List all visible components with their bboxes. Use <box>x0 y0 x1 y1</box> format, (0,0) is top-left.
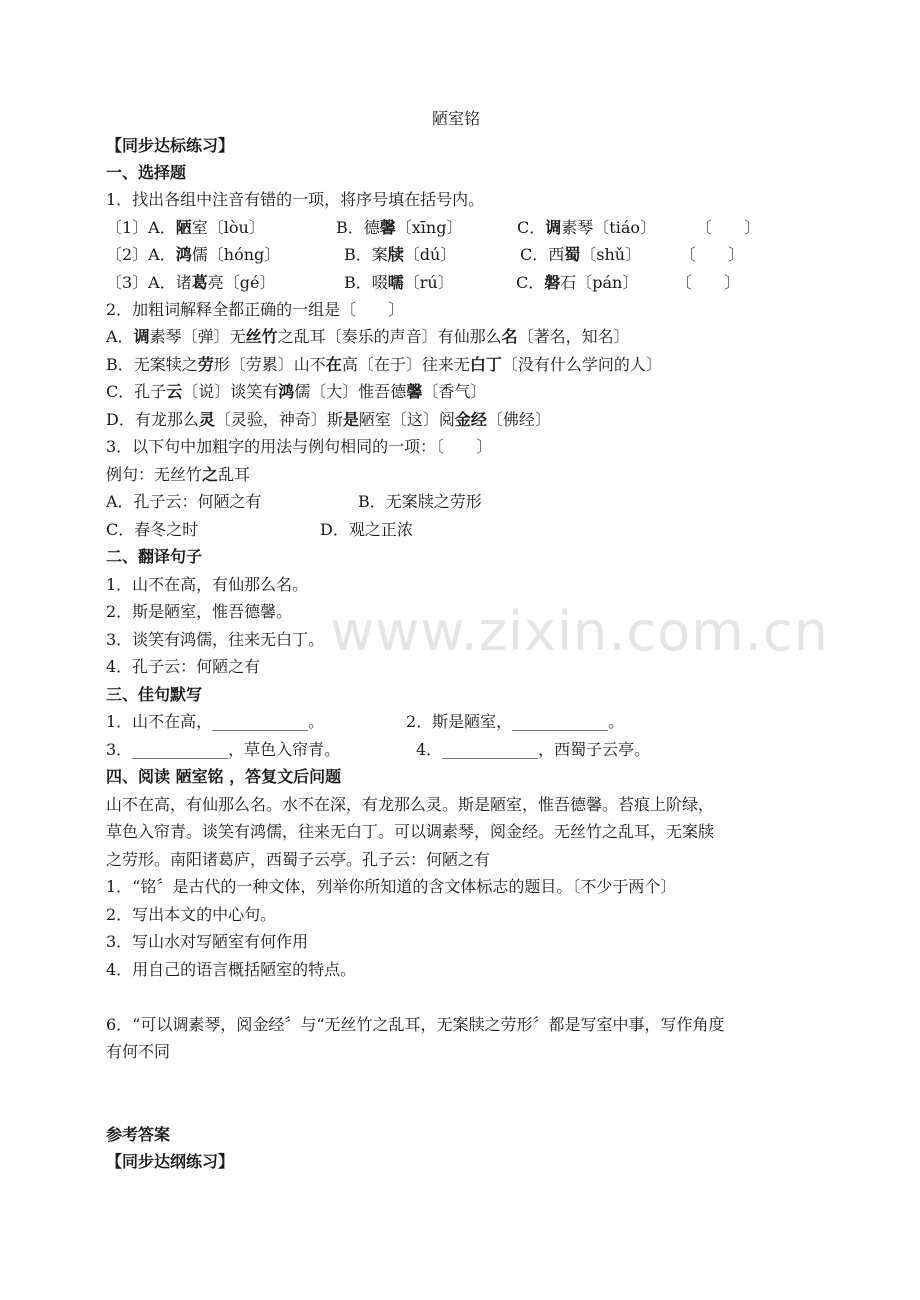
translate-item-1: 1．山不在高，有仙那么名。 <box>106 575 309 594</box>
dictation-row-1 <box>106 711 818 733</box>
translate-item-3: 3．谈笑有鸿儒，往来无白丁。 <box>106 630 325 649</box>
question-1-stem: 1．找出各组中注音有错的一项，将序号填在括号内。 <box>106 190 485 209</box>
reading-question-1: 1．“铭〞是古代的一种文体，列举你所知道的含文体标志的题目。〔不少于两个〕 <box>106 877 677 896</box>
part-heading-reading: 四、阅读 陋室铭 ，答复文后问题 <box>106 767 342 786</box>
question-2-stem: 2．加粗词解释全都正确的一组是〔 〕 <box>106 300 405 319</box>
translate-item-2: 2．斯是陋室，惟吾德馨。 <box>106 602 293 621</box>
section-heading-practice: 【同步达标练习】 <box>106 136 235 155</box>
dictation-item-4: 4．____________，西蜀子云亭。 <box>416 740 651 759</box>
question-2-option-d: D．有龙那么灵〔灵验，神奇〕斯是陋室〔这〕阅金经〔佛经〕 <box>106 410 551 429</box>
dictation-item-1: 1．山不在高，____________。 <box>106 712 325 731</box>
page-title: 陋室铭 <box>432 109 481 128</box>
site-watermark: www.zixin.com.cn <box>330 600 829 663</box>
reading-question-3: 3．写山水对写陋室有何作用 <box>106 932 309 951</box>
answers-heading: 参考答案 <box>106 1125 171 1144</box>
reading-question-2: 2．写出本文的中心句。 <box>106 905 277 924</box>
question-3-option-c: C．春冬之时 <box>106 520 199 539</box>
dictation-row-2 <box>106 739 818 761</box>
question-2-option-b: B．无案犊之劳形〔劳累〕山不在高〔在于〕往来无白丁〔没有什么学问的人〕 <box>106 355 662 374</box>
translate-item-4: 4．孔子云：何陋之有 <box>106 657 261 676</box>
question-1-row-3: 〔3〕A．诸葛亮〔gé〕 B．啜嚅〔rú〕 C．磐石〔pán〕 〔 〕 <box>106 273 741 292</box>
passage-line-1: 山不在高，有仙那么名。水不在深，有龙那么灵。斯是陋室，惟吾德馨。苔痕上阶绿， <box>106 795 715 814</box>
part-heading-dictation: 三、佳句默写 <box>106 685 203 704</box>
question-2-option-c: C．孔子云〔说〕谈笑有鸿儒〔大〕惟吾德馨〔香气〕 <box>106 382 487 401</box>
reading-question-6-line-2: 有何不同 <box>106 1042 171 1061</box>
question-3-options-cd <box>106 519 818 541</box>
reading-question-6-line-1: 6．“可以调素琴，阅金经〞与“无丝竹之乱耳，无案牍之劳形〞都是写室中事，写作角度 <box>106 1015 725 1034</box>
dictation-item-2: 2．斯是陋室，____________。 <box>406 712 625 731</box>
question-3-option-d: D．观之正浓 <box>320 520 413 539</box>
part-heading-choice: 一、选择题 <box>106 163 187 182</box>
question-3-stem: 3．以下句中加粗字的用法与例句相同的一项：〔 〕 <box>106 437 493 456</box>
dictation-item-3: 3．____________，草色入帘青。 <box>106 740 341 759</box>
question-2-option-a: A．调素琴〔弹〕无丝竹之乱耳〔奏乐的声音〕有仙那么名〔著名，知名〕 <box>106 327 630 346</box>
question-1-row-2: 〔2〕A．鸿儒〔hóng〕 B．案牍〔dú〕 C．西蜀〔shǔ〕 〔 〕 <box>106 245 745 264</box>
question-1-row-1: 〔1〕A．陋室〔lòu〕 B．德馨〔xīng〕 C．调素琴〔tiáo〕 〔 〕 <box>106 218 761 237</box>
question-3-option-a: A．孔子云：何陋之有 <box>106 492 262 511</box>
passage-line-3: 之劳形。南阳诸葛庐，西蜀子云亭。孔子云：何陋之有 <box>106 850 491 869</box>
question-3-options-ab <box>106 491 818 513</box>
passage-line-2: 草色入帘青。谈笑有鸿儒，往来无白丁。可以调素琴，阅金经。无丝竹之乱耳，无案牍 <box>106 822 715 841</box>
part-heading-translate: 二、翻译句子 <box>106 547 203 566</box>
question-3-example: 例句：无丝竹之乱耳 <box>106 465 251 484</box>
question-3-option-b: B．无案牍之劳形 <box>358 492 482 511</box>
reading-question-4: 4．用自己的语言概括陋室的特点。 <box>106 960 357 979</box>
answers-section-heading: 【同步达纲练习】 <box>106 1152 235 1171</box>
